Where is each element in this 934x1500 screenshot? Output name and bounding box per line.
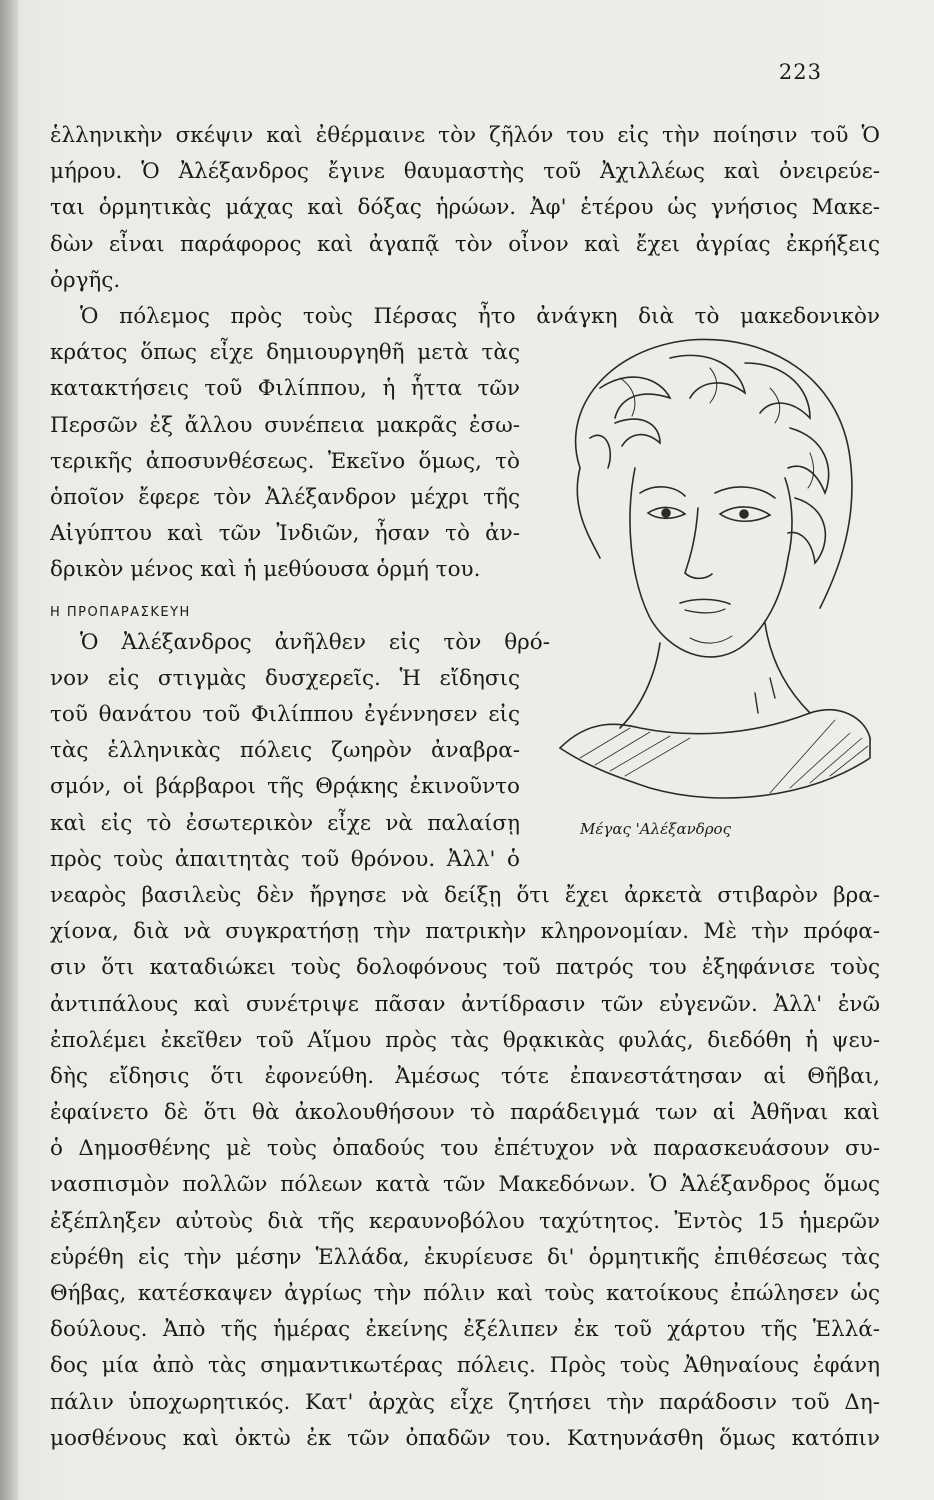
text-line: δὼν εἶναι παράφορος καὶ ἀγαπᾷ τὸν οἶνον καὶ ἔχει ἀγρίας ἐκρήξεις [50, 231, 880, 257]
figure-caption: Μέγας 'Αλέξανδρος [580, 820, 731, 838]
text-line: μοσθένους καὶ ὀκτὼ ἐκ τῶν ὀπαδῶν του. Κατηυνάσθη ὅμως κατόπιν [50, 1425, 880, 1451]
text-line: δος μία ἀπὸ τὰς σημαντικωτέρας πόλεις. Πρὸς τοὺς Ἀθηναίους ἐφάνη [50, 1353, 880, 1379]
text-line: ἀντιπάλους καὶ συνέτριψε πᾶσαν ἀντίδρασιν τῶν εὐγενῶν. Ἀλλ' ἐνῶ [50, 991, 880, 1017]
text-line: χίονα, διὰ νὰ συγκρατήσῃ τὴν πατρικὴν κληρονομίαν. Μὲ τὴν πρόφα- [50, 919, 880, 945]
paragraph-bottom [50, 878, 880, 1457]
text-line: δὴς εἴδησις ὅτι ἐφονεύθη. Ἀμέσως τότε ἐπανεστάτησαν αἱ Θῆβαι, [50, 1063, 880, 1089]
text-line: τοῦ θανάτου τοῦ Φιλίππου ἐγέννησεν εἰς [50, 702, 520, 727]
text-line: κράτος ὅπως εἶχε δημιουργηθῆ μετὰ τὰς [50, 340, 520, 366]
text-line: πρὸς τοὺς ἀπαιτητὰς τοῦ θρόνου. Ἀλλ' ὁ [50, 846, 520, 872]
text-line: εὑρέθη εἰς τὴν μέσην Ἑλλάδα, ἐκυρίευσε δι' ὁρμητικῆς ἐπιθέσεως τὰς [50, 1244, 880, 1270]
section-heading: Η ΠΡΟΠΑΡΑΣΚΕΥΗ [50, 605, 191, 621]
text-line: μήρου. Ὁ Ἀλέξανδρος ἔγινε θαυμαστὴς τοῦ Ἀχιλλέως καὶ ὀνειρεύε- [50, 159, 880, 185]
text-line: νον εἰς στιγμὰς δυσχερεῖς. Ἡ εἴδησις [50, 665, 520, 691]
text-line: σιν ὅτι καταδιώκει τοὺς δολοφόνους τοῦ πατρός του ἐξηφάνισε τοὺς [50, 955, 880, 981]
text-line: Ὁ Ἀλέξανδρος ἀνῆλθεν εἰς τὸν θρό- [80, 629, 550, 655]
text-line: ὀργῆς. [50, 267, 121, 293]
text-line: καὶ εἰς τὸ ἐσωτερικὸν εἶχε νὰ παλαίσῃ [50, 810, 520, 836]
text-line: νασπισμὸν πολλῶν πόλεων κατὰ τῶν Μακεδόνων. Ὁ Ἀλέξανδρος ὅμως [50, 1172, 880, 1198]
text-line: νεαρὸς βασιλεὺς δὲν ἤργησε νὰ δείξῃ ὅτι ἔχει ἀρκετὰ στιβαρὸν βρα- [50, 882, 880, 908]
text-line: κατακτήσεις τοῦ Φιλίππου, ἡ ἧττα τῶν [50, 376, 520, 402]
text-line: ται ὁρμητικὰς μάχας καὶ δόξας ἡρώων. Ἀφ' ἑτέρου ὡς γνήσιος Μακε- [50, 195, 880, 221]
text-line: Περσῶν ἐξ ἄλλου συνέπεια μακρᾶς ἐσω- [50, 412, 520, 438]
text-line: Αἰγύπτου καὶ τῶν Ἰνδιῶν, ἦσαν τὸ ἀν- [50, 521, 520, 547]
text-line: σμόν, οἱ βάρβαροι τῆς Θρᾴκης ἐκινοῦντο [50, 774, 520, 800]
text-line: τὰς ἑλληνικὰς πόλεις ζωηρὸν ἀναβρα- [50, 738, 520, 764]
paragraph-top [50, 118, 880, 335]
text-line: ὁ Δημοσθένης μὲ τοὺς ὀπαδούς του ἐπέτυχον νὰ παρασκευάσουν συ- [50, 1136, 880, 1162]
bust-engraving [520, 318, 880, 828]
text-line: Ὁ πόλεμος πρὸς τοὺς Πέρσας ἦτο ἀνάγκη διὰ τὸ μακεδονικὸν [80, 303, 880, 329]
text-line: ἑλληνικὴν σκέψιν καὶ ἐθέρμαινε τὸν ζῆλόν του εἰς τὴν ποίησιν τοῦ Ὁ [50, 123, 880, 148]
alexander-bust-illustration [520, 318, 880, 848]
text-line: δούλους. Ἀπὸ τῆς ἡμέρας ἐκείνης ἐξέλιπεν ἐκ τοῦ χάρτου τῆς Ἑλλά- [50, 1317, 880, 1343]
text-line: πάλιν ὑποχωρητικός. Κατ' ἀρχὰς εἶχε ζητήσει τὴν παράδοσιν τοῦ Δη- [50, 1389, 880, 1415]
text-line: ὁποῖον ἔφερε τὸν Ἀλέξανδρον μέχρι τῆς [50, 484, 520, 510]
text-line: τερικῆς ἀποσυνθέσεως. Ἐκεῖνο ὅμως, τὸ [50, 448, 520, 474]
book-gutter [0, 0, 18, 1500]
text-line: ἐξέπληξεν αὐτοὺς διὰ τῆς κεραυνοβόλου ταχύτητος. Ἐντὸς 15 ἡμερῶν [50, 1208, 880, 1234]
text-line: Θήβας, κατέσκαψεν ἀγρίως τὴν πόλιν καὶ τοὺς κατοίκους ἐπώλησεν ὡς [50, 1281, 880, 1306]
text-line: δρικὸν μένος καὶ ἡ μεθύουσα ὁρμή του. [50, 557, 481, 583]
text-line: ἐπολέμει ἐκεῖθεν τοῦ Αἵμου πρὸς τὰς θρᾳκικὰς φυλάς, διεδόθη ἡ ψευ- [50, 1027, 880, 1053]
text-line: ἐφαίνετο δὲ ὅτι θὰ ἀκολουθήσουν τὸ παράδειγμά των αἱ Ἀθῆναι καὶ [50, 1100, 880, 1126]
page-number: 223 [778, 60, 822, 84]
